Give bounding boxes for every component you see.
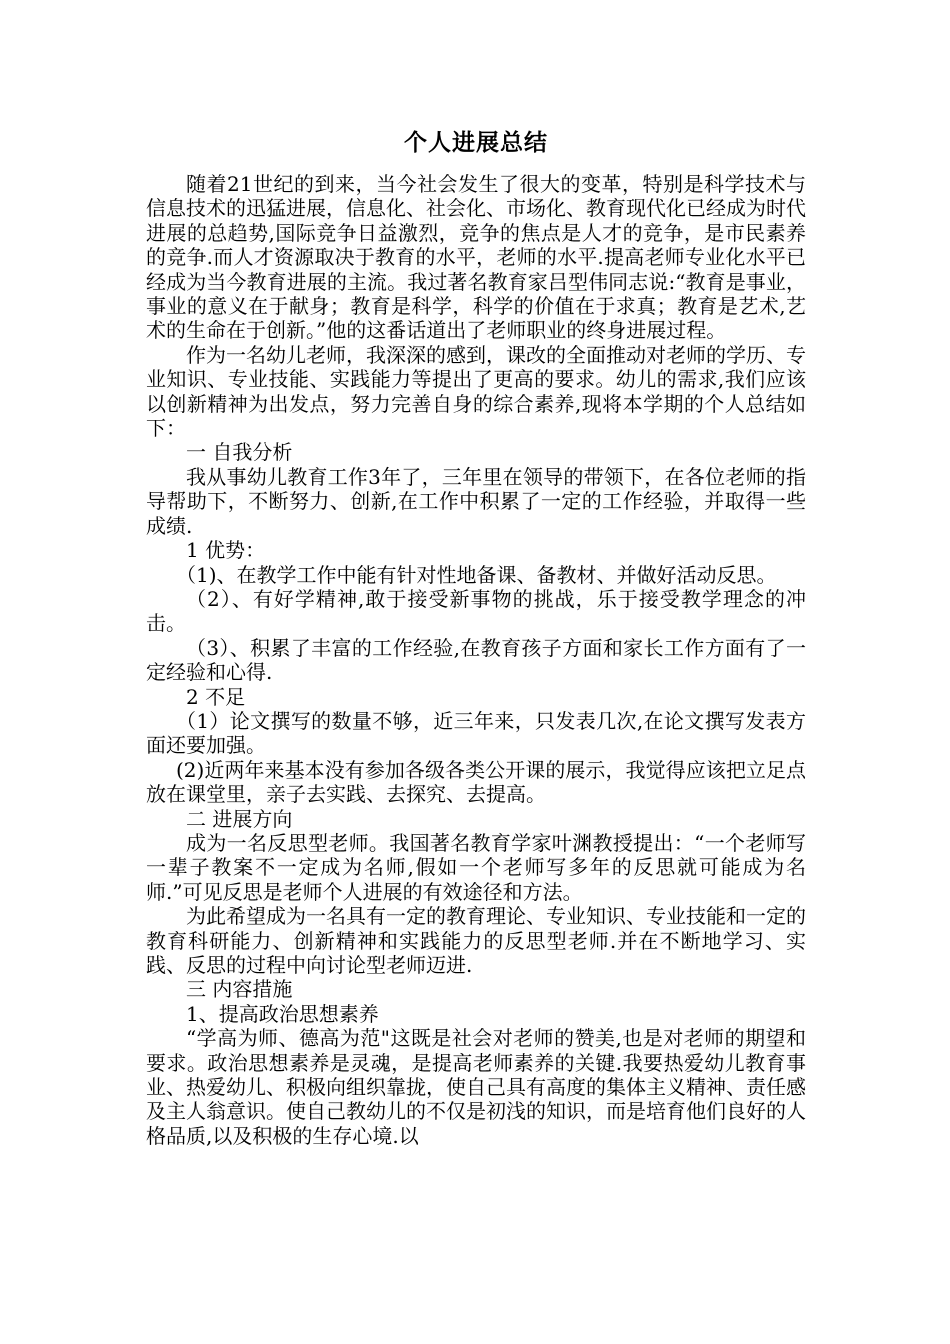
paragraph-teacher-role: 作为一名幼儿老师，我深深的感到，课改的全面推动对老师的学历、专业知识、专业技能、实践能力等提出了更高的要求。幼儿的需求,我们应该以创新精神为出发点，努力完善自身的综合素养,现将本学期的个人总结如下： (146, 342, 806, 441)
list-item-strength-2: （2）、有好学精神,敢于接受新事物的挑战，乐于接受教学理念的冲击。 (146, 586, 806, 636)
paragraph-intro: 随着21世纪的到来，当今社会发生了很大的变革，特别是科学技术与信息技术的迅猛进展，信息化、社会化、市场化、教育现代化已经成为时代进展的总趋势,国际竞争日益激烈，竞争的焦点是人才的竞争，是市民素养的竞争.而人才资源取决于教育的水平，老师的水平.提高老师专业化水平已经成为当今教育进展的主流。我过著名教育家吕型伟同志说:“教育是事业，事业的意义在于献身；教育是科学，科学的价值在于求真；教育是艺术,艺术的生命在于创新。”他的这番话道出了老师职业的终身进展过程。 (146, 172, 806, 343)
paragraph-goal: 为此希望成为一名具有一定的教育理论、专业知识、专业技能和一定的教育科研能力、创新精神和实践能力的反思型老师.并在不断地学习、实践、反思的过程中向讨论型老师迈进. (146, 904, 806, 977)
list-item-weakness-1: （1）论文撰写的数量不够，近三年来，只发表几次,在论文撰写发表方面还要加强。 (146, 708, 806, 758)
document-page (146, 128, 806, 1148)
paragraph-reflective-teacher: 成为一名反思型老师。我国著名教育学家叶渊教授提出：“一个老师写一辈子教案不一定成为名师,假如一个老师写多年的反思就可能成为名师.”可见反思是老师个人进展的有效途径和方法。 (146, 830, 806, 904)
section-heading-measures: 三 内容措施 (186, 977, 293, 1002)
section-heading-self-analysis: 一 自我分析 (186, 440, 293, 465)
list-item-strength-3: （3）、积累了丰富的工作经验,在教育孩子方面和家长工作方面有了一定经验和心得. (146, 635, 806, 685)
paragraph-experience: 我从事幼儿教育工作3年了，三年里在领导的带领下，在各位老师的指导帮助下，不断努力、创新,在工作中积累了一定的工作经验，并取得一些成绩. (146, 464, 806, 538)
subheading-strengths: 1 优势： (186, 538, 266, 563)
document-title: 个人进展总结 (404, 130, 548, 156)
subheading-political-quality: 1、提高政治思想素养 (186, 1001, 379, 1026)
paragraph-political-quality: “学高为师、德高为范"这既是社会对老师的赞美,也是对老师的期望和要求。政治思想素养是灵魂，是提高老师素养的关键.我要热爱幼儿教育事业、热爱幼儿、积极向组织靠拢，使自己具有高度的集体主义精神、责任感及主人翁意识。使自己教幼儿的不仅是初浅的知识，而是培育他们良好的人格品质,以及积极的生存心境.以 (146, 1026, 806, 1148)
subheading-weaknesses: 2 不足 (186, 684, 246, 709)
list-item-weakness-2: (2)近两年来基本没有参加各级各类公开课的展示，我觉得应该把立足点放在课堂里，亲子去实践、去探究、去提高。 (146, 757, 806, 807)
section-heading-direction: 二 进展方向 (186, 806, 293, 831)
list-item-strength-1: （1)、在教学工作中能有针对性地备课、备教材、并做好活动反思。 (176, 562, 777, 587)
